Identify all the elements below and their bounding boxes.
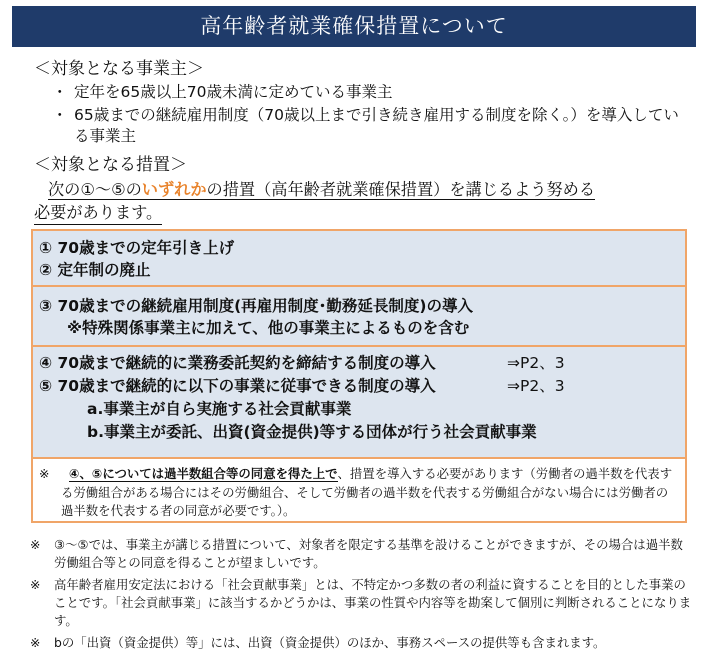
bullet-dot-icon: ・	[52, 83, 68, 101]
measures-box	[31, 229, 687, 523]
consent-note	[39, 465, 679, 521]
footnote-mark: ※	[30, 635, 41, 650]
measure-5-sub-a: a.事業主が自ら実施する社会貢献事業	[87, 400, 352, 418]
intro-prefix: 次の①～⑤の	[48, 180, 142, 199]
consent-note-body	[39, 465, 679, 521]
intro-accent: いずれか	[141, 180, 207, 199]
measure-3: ③ 70歳までの継続雇用制度(再雇用制度･勤務延長制度)の導入	[39, 297, 474, 315]
measure-5-text: ⑤ 70歳まで継続的に以下の事業に従事できる制度の導入	[39, 377, 436, 395]
employer-item-2-text: 65歳までの継続雇用制度（70歳以上まで引き続き雇用する制度を除く。）を導入している事業主	[74, 106, 679, 145]
measure-1: ① 70歳までの定年引き上げ	[39, 239, 235, 257]
note-mark: ※	[39, 466, 50, 481]
intro-suffix: の措置（高年齢者就業確保措置）を講じるよう努める	[206, 180, 596, 199]
measure-4-text: ④ 70歳まで継続的に業務委託契約を締結する制度の導入	[39, 354, 436, 372]
measure-4-page-ref: ⇒P2、3	[507, 354, 565, 372]
footnote-2	[30, 576, 692, 630]
footnote-2-text: 高年齢者雇用安定法における「社会貢献事業」とは、不特定かつ多数の者の利益に資することを目的とした事業のことです。「社会貢献事業」に該当するかどうかは、事業の性質や内容等を勘案して個別に判断されることになります。	[54, 577, 692, 628]
employer-item-1	[52, 82, 682, 103]
measure-panel-1	[33, 231, 685, 287]
footnote-3	[30, 634, 692, 652]
measures-intro	[34, 178, 689, 225]
measure-2: ② 定年制の廃止	[39, 261, 151, 279]
footnote-1-text: ③～⑤では、事業主が講じる措置について、対象者を限定する基準を設けることができますが、その場合は過半数労働組合等との同意を得ることが望ましいです。	[54, 537, 683, 570]
measure-4	[39, 353, 565, 373]
footnote-mark: ※	[30, 537, 41, 552]
target-employers-heading: ＜対象となる事業主＞	[34, 59, 204, 79]
measure-5	[39, 376, 565, 396]
measure-5-sub-b: b.事業主が委託、出資(資金提供)等する団体が行う社会貢献事業	[87, 423, 537, 441]
employer-item-1-text: 定年を65歳以上70歳未満に定めている事業主	[74, 83, 393, 101]
page-title: 高年齢者就業確保措置について	[12, 6, 696, 47]
measures-heading: ＜対象となる措置＞	[34, 155, 187, 175]
measure-panel-3	[33, 347, 685, 459]
footnote-mark: ※	[30, 577, 41, 592]
measure-3-note: ※特殊関係事業主に加えて、他の事業主によるものを含む	[67, 319, 470, 337]
measure-5-page-ref: ⇒P2、3	[507, 377, 565, 395]
consent-note-lead: ④、⑤については過半数組合等の同意を得た上で	[69, 466, 338, 481]
measures-intro-line1	[34, 178, 689, 201]
footnote-1	[30, 536, 692, 572]
bullet-dot-icon: ・	[52, 106, 68, 124]
employer-item-2	[52, 105, 682, 147]
measures-intro-line2: 必要があります。	[34, 201, 162, 225]
measure-panel-2	[33, 287, 685, 347]
consent-note-rest: 、措置を導入する必要があります（労働者の過半数を代表する労働組合がある場合にはその労働組合、そして労働者の過半数を代表する労働組合がない場合には労働者の過半数を代表する者の同意が必要です。）。	[61, 466, 673, 518]
footnote-3-text: bの「出資（資金提供）等」には、出資（資金提供）のほか、事務スペースの提供等も含まれます。	[54, 635, 606, 650]
